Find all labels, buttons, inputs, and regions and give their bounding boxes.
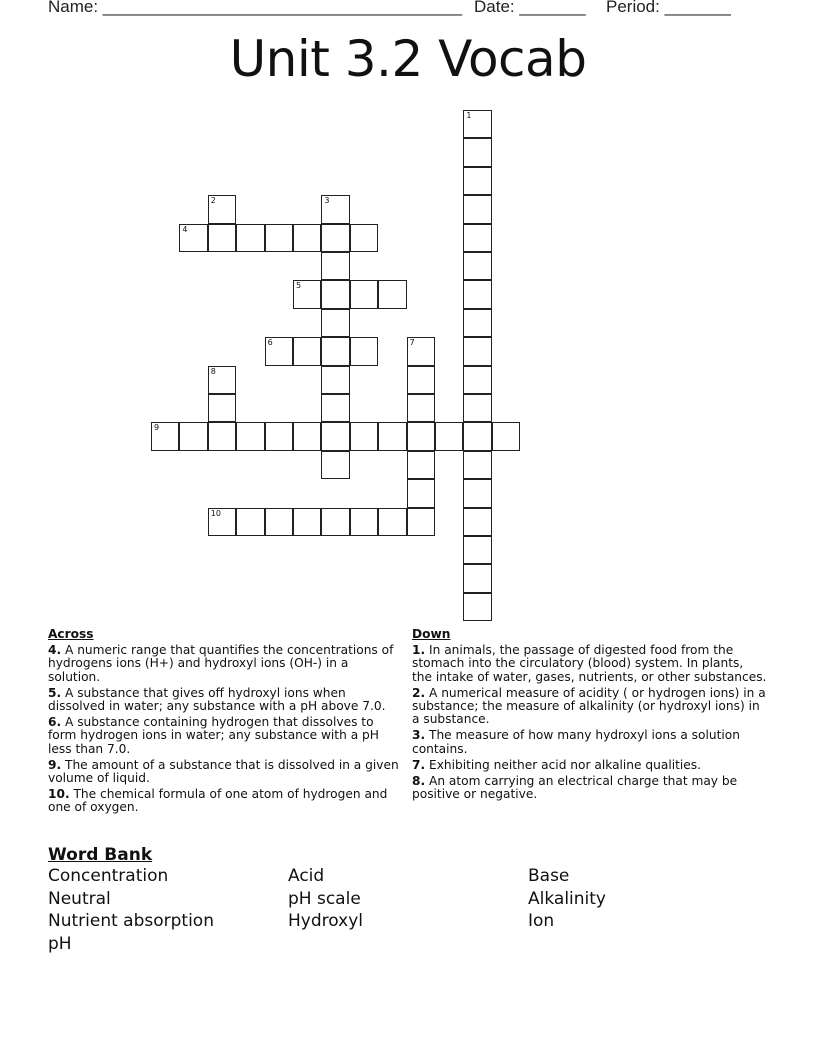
crossword-cell[interactable] (151, 422, 179, 450)
crossword-cell[interactable] (350, 508, 378, 536)
word-bank-item: Concentration (48, 866, 169, 886)
crossword-cell[interactable] (321, 394, 349, 422)
clue-number-label: 2. (412, 685, 426, 700)
crossword-cell[interactable] (293, 224, 321, 252)
crossword-cell[interactable] (407, 479, 435, 507)
crossword-cell[interactable] (463, 309, 491, 337)
crossword-cell[interactable] (265, 508, 293, 536)
clue-number-label: 7. (412, 757, 426, 772)
clue-text: The measure of how many hydroxyl ions a solution contains. (412, 728, 740, 756)
clue-number-label: 10. (48, 787, 70, 802)
clue-text: Exhibiting neither acid nor alkaline qualities. (425, 757, 701, 772)
clue-text: The amount of a substance that is dissolved in a given volume of liquid. (48, 757, 399, 786)
crossword-cell[interactable] (293, 508, 321, 536)
crossword-cell[interactable] (463, 110, 491, 138)
across-clue (48, 759, 403, 785)
crossword-cell[interactable] (293, 280, 321, 308)
crossword-cell[interactable] (179, 422, 207, 450)
crossword-cell[interactable] (321, 337, 349, 365)
crossword-cell[interactable] (378, 422, 406, 450)
word-bank-item: pH scale (288, 889, 361, 909)
crossword-cell[interactable] (321, 309, 349, 337)
crossword-cell[interactable] (378, 280, 406, 308)
clue-number-label: 9. (48, 757, 62, 772)
crossword-cell[interactable] (407, 451, 435, 479)
clue-number-label: 8. (412, 774, 426, 789)
crossword-cell[interactable] (350, 337, 378, 365)
crossword-cell[interactable] (407, 508, 435, 536)
crossword-cell[interactable] (321, 451, 349, 479)
clue-text: A numeric range that quantifies the concentrations of hydrogens ions (H+) and hydroxyl ions (OH-) in a solution. (48, 643, 394, 684)
clue-number: 1 (466, 111, 472, 120)
crossword-cell[interactable] (293, 422, 321, 450)
crossword-cell[interactable] (463, 536, 491, 564)
crossword-cell[interactable] (378, 508, 406, 536)
crossword-cell[interactable] (463, 422, 491, 450)
across-clue (48, 644, 403, 684)
word-bank-item: pH (48, 934, 72, 954)
word-bank-item: Neutral (48, 889, 111, 909)
crossword-cell[interactable] (463, 280, 491, 308)
crossword-cell[interactable] (463, 167, 491, 195)
crossword-cell[interactable] (407, 366, 435, 394)
crossword-cell[interactable] (208, 422, 236, 450)
period-field[interactable]: Period: _______ (606, 0, 731, 16)
crossword-cell[interactable] (463, 366, 491, 394)
page-title: Unit 3.2 Vocab (229, 30, 587, 88)
crossword-cell[interactable] (208, 195, 236, 223)
word-bank-item: Acid (288, 866, 325, 886)
down-clues (412, 628, 767, 804)
crossword-cell[interactable] (463, 224, 491, 252)
crossword-cell[interactable] (463, 451, 491, 479)
crossword-cell[interactable] (321, 195, 349, 223)
crossword-cell[interactable] (463, 195, 491, 223)
crossword-cell[interactable] (350, 422, 378, 450)
clue-text: In animals, the passage of digested food from the stomach into the circulatory (blood) system. In plants, the intake of water, gases, nutrients, or other substances. (412, 643, 767, 684)
crossword-cell[interactable] (208, 394, 236, 422)
crossword-cell[interactable] (208, 366, 236, 394)
crossword-cell[interactable] (321, 280, 349, 308)
crossword-cell[interactable] (350, 280, 378, 308)
crossword-cell[interactable] (463, 479, 491, 507)
crossword-cell[interactable] (265, 224, 293, 252)
crossword-cell[interactable] (321, 252, 349, 280)
across-clue (48, 716, 403, 756)
crossword-cell[interactable] (463, 564, 491, 592)
crossword-cell[interactable] (463, 138, 491, 166)
crossword-cell[interactable] (208, 508, 236, 536)
crossword-cell[interactable] (321, 366, 349, 394)
crossword-cell[interactable] (321, 422, 349, 450)
clue-text: A substance containing hydrogen that dissolves to form hydrogen ions in water; any substance with a pH less than 7.0. (48, 715, 379, 756)
across-clues (48, 628, 403, 818)
clue-number-label: 4. (48, 643, 62, 658)
crossword-cell[interactable] (463, 508, 491, 536)
crossword-cell[interactable] (407, 422, 435, 450)
crossword-cell[interactable] (265, 422, 293, 450)
clue-number: 7 (409, 338, 415, 348)
clue-number-label: 6. (48, 715, 62, 730)
crossword-cell[interactable] (321, 224, 349, 252)
crossword-cell[interactable] (321, 508, 349, 536)
clue-text: A numerical measure of acidity ( or hydrogen ions) in a substance; the measure of alkalinity (or hydroxyl ions) in a substance. (412, 685, 766, 727)
clue-number: 10 (210, 508, 221, 518)
crossword-cell[interactable] (236, 224, 264, 252)
name-field[interactable]: Name: ______________________________________ (48, 0, 463, 16)
crossword-cell[interactable] (463, 252, 491, 280)
word-bank-item: Alkalinity (528, 889, 606, 909)
crossword-cell[interactable] (265, 337, 293, 365)
down-clue (412, 644, 767, 684)
across-clue (48, 687, 403, 713)
clue-number: 4 (182, 224, 188, 234)
crossword-cell[interactable] (463, 337, 491, 365)
clue-text: An atom carrying an electrical charge that may be positive or negative. (412, 774, 738, 802)
clue-text: A substance that gives off hydroxyl ions when dissolved in water; any substance with a pH above 7.0. (48, 685, 386, 714)
crossword-cell[interactable] (463, 593, 491, 621)
crossword-cell[interactable] (492, 422, 520, 450)
clue-number: 3 (324, 196, 330, 206)
clue-number: 8 (210, 366, 216, 376)
crossword-cell[interactable] (208, 224, 236, 252)
crossword-cell[interactable] (435, 422, 463, 450)
clue-number: 5 (296, 281, 302, 291)
word-bank-item: Ion (528, 911, 555, 931)
clue-number: 9 (154, 423, 160, 433)
crossword-cell[interactable] (236, 422, 264, 450)
word-bank-item: Base (528, 866, 570, 886)
clue-text: The chemical formula of one atom of hydrogen and one of oxygen. (48, 787, 388, 815)
crossword-cell[interactable] (407, 394, 435, 422)
crossword-cell[interactable] (407, 337, 435, 365)
down-clue (412, 759, 767, 772)
down-heading: Down (412, 627, 451, 641)
clue-number-label: 5. (48, 685, 62, 700)
date-field[interactable]: Date: _______ (474, 0, 586, 16)
clue-number-label: 3. (412, 728, 426, 743)
crossword-cell[interactable] (293, 337, 321, 365)
crossword-cell[interactable] (179, 224, 207, 252)
crossword-cell[interactable] (236, 508, 264, 536)
crossword-cell[interactable] (350, 224, 378, 252)
across-heading: Across (48, 627, 94, 641)
clue-number: 2 (210, 196, 216, 206)
down-clue (412, 729, 767, 755)
word-bank-item: Nutrient absorption (48, 911, 214, 931)
word-bank-item: Hydroxyl (288, 911, 363, 931)
down-clue (412, 775, 767, 801)
across-clue (48, 788, 403, 814)
clue-number: 6 (267, 338, 273, 348)
down-clue (412, 687, 767, 727)
word-bank-title: Word Bank (48, 845, 153, 865)
crossword-cell[interactable] (463, 394, 491, 422)
clue-number-label: 1. (412, 643, 426, 658)
